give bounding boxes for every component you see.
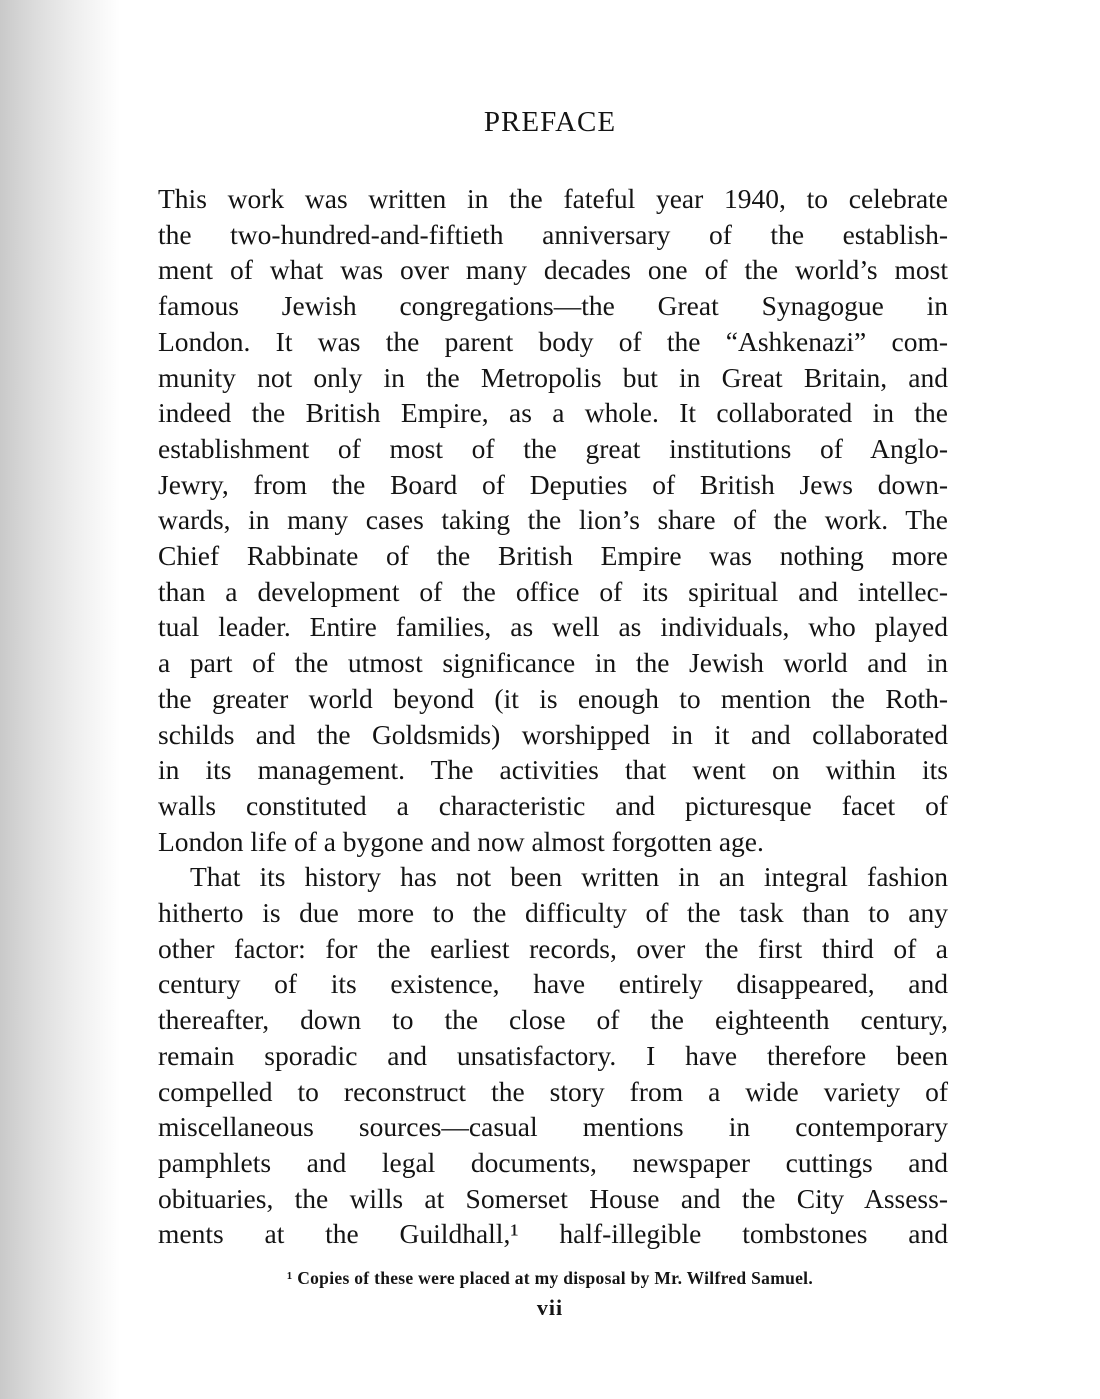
paragraph-1-line-5: London. It was the parent body of the “Ashkenazi” com- xyxy=(158,325,948,357)
paragraph-1-line-9: Jewry, from the Board of Deputies of British Jews down- xyxy=(158,468,948,500)
paragraph-2-line-10: obituaries, the wills at Somerset House and the City Assess- xyxy=(158,1182,948,1214)
paragraph-2-line-9: pamphlets and legal documents, newspaper cuttings and xyxy=(158,1146,948,1178)
paragraph-2-line-6: remain sporadic and unsatisfactory. I have therefore been xyxy=(158,1039,948,1071)
paragraph-2-line-2: hitherto is due more to the difficulty of the task than to any xyxy=(158,897,948,929)
footnote: ¹ Copies of these were placed at my disposal by Mr. Wilfred Samuel. xyxy=(286,1268,814,1288)
paragraph-1-line-2: the two-hundred-and-fiftieth anniversary of the establish- xyxy=(158,218,948,250)
paragraph-1-line-19: London life of a bygone and now almost forgotten age. xyxy=(158,825,764,857)
paragraph-1-line-1: This work was written in the fateful year 1940, to celebrate xyxy=(158,183,948,214)
paragraph-1-line-7: indeed the British Empire, as a whole. It collaborated in the xyxy=(158,397,948,429)
paragraph-1-line-11: Chief Rabbinate of the British Empire was nothing more xyxy=(158,540,948,572)
paragraph-1-line-3: ment of what was over many decades one of the world’s most xyxy=(158,254,948,286)
paragraph-2-line-1: That its history has not been written in an integral fashion xyxy=(190,861,948,893)
paragraph-2-line-5: thereafter, down to the close of the eighteenth century, xyxy=(158,1004,948,1036)
paragraph-2-line-4: century of its existence, have entirely disappeared, and xyxy=(158,968,948,1000)
paragraph-1-line-16: schilds and the Goldsmids) worshipped in it and collaborated xyxy=(158,718,948,750)
paragraph-1-line-13: tual leader. Entire families, as well as individuals, who played xyxy=(158,611,948,643)
paragraph-1-line-15: the greater world beyond (it is enough to mention the Roth- xyxy=(158,682,948,714)
paragraph-2-line-7: compelled to reconstruct the story from a wide variety of xyxy=(158,1075,948,1107)
paragraph-1-line-14: a part of the utmost significance in the Jewish world and in xyxy=(158,647,948,679)
page-number: vii xyxy=(536,1295,564,1320)
paragraph-1-line-18: walls constituted a characteristic and picturesque facet of xyxy=(158,789,948,821)
paragraph-1-line-6: munity not only in the Metropolis but in Great Britain, and xyxy=(158,361,948,393)
preface-body xyxy=(158,181,948,1252)
paragraph-2-line-3: other factor: for the earliest records, over the first third of a xyxy=(158,932,948,964)
paragraph-1-line-4: famous Jewish congregations—the Great Synagogue in xyxy=(158,290,948,322)
paragraph-1-line-17: in its management. The activities that went on within its xyxy=(158,754,948,786)
paragraph-1-line-10: wards, in many cases taking the lion’s share of the work. The xyxy=(158,504,948,536)
paragraph-2-line-11: ments at the Guildhall,¹ half-illegible tombstones and xyxy=(158,1218,948,1250)
paragraph-1-line-12: than a development of the office of its spiritual and intellec- xyxy=(158,575,948,607)
page-title: PREFACE xyxy=(483,106,617,138)
paragraph-1-line-8: establishment of most of the great institutions of Anglo- xyxy=(158,432,948,464)
paragraph-2-line-8: miscellaneous sources—casual mentions in contemporary xyxy=(158,1111,948,1143)
